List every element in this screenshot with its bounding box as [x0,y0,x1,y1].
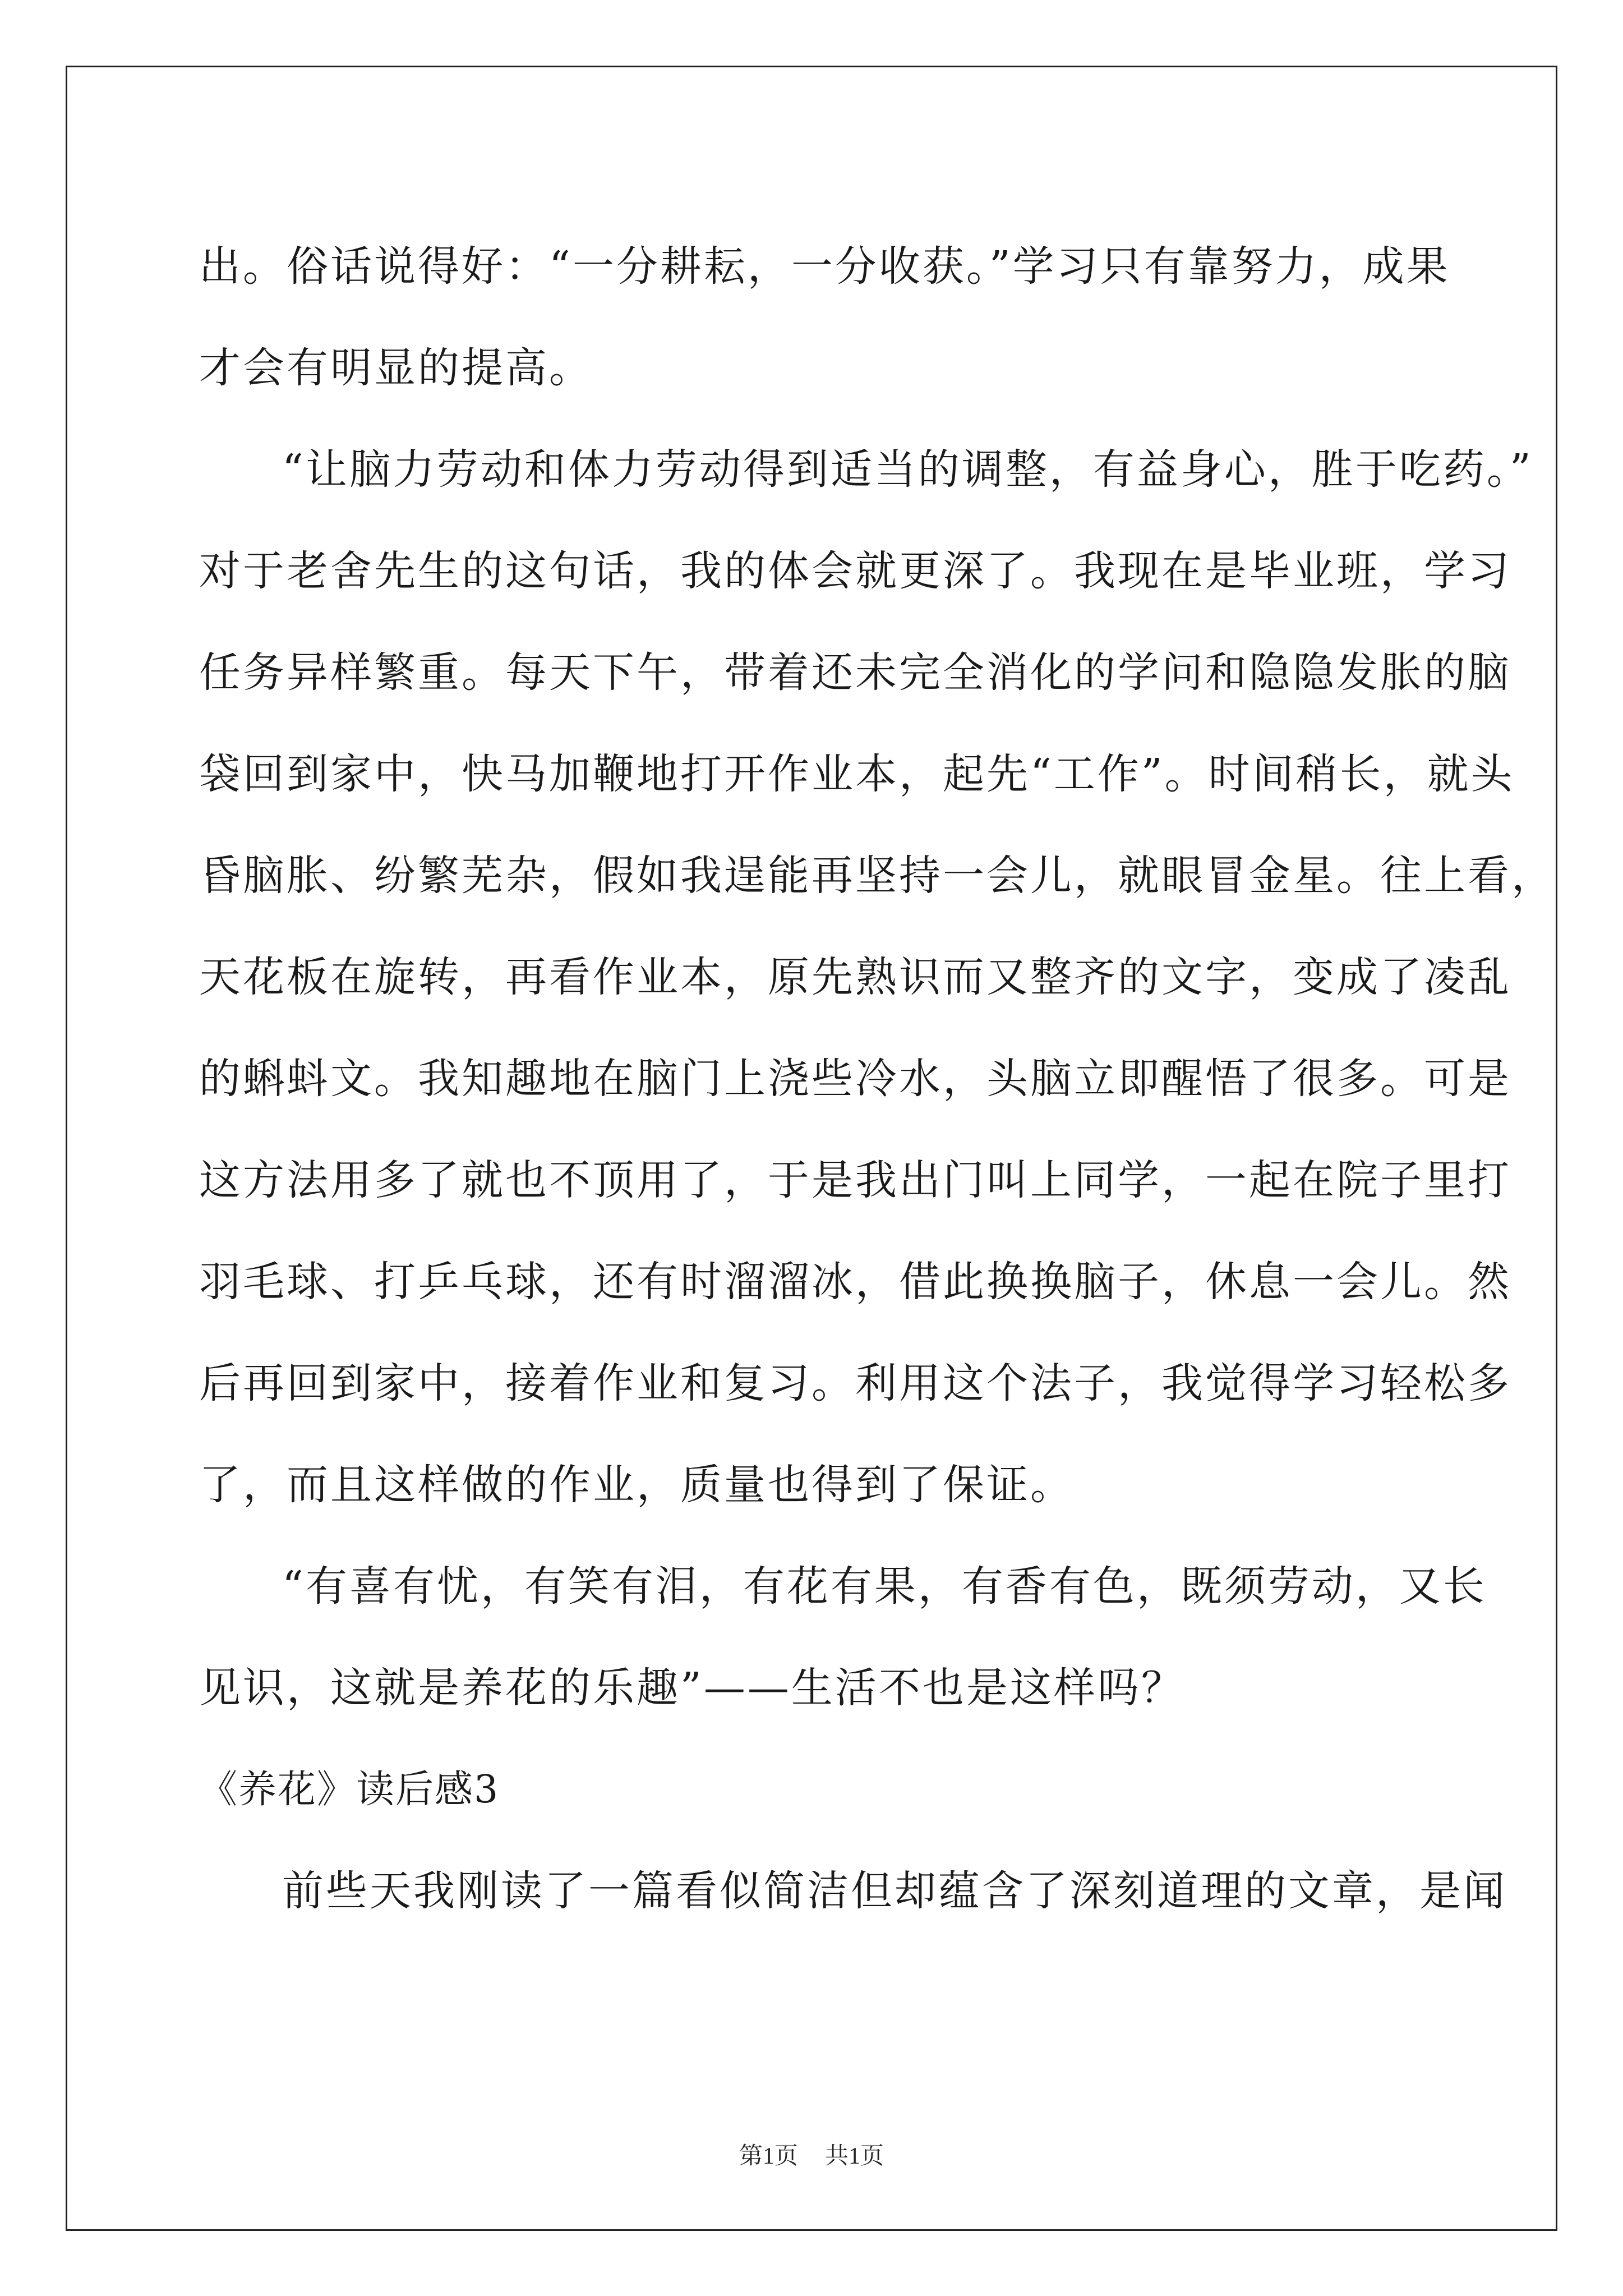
page-number: 第1页 [739,2143,798,2169]
paragraph-start-line: “让脑力劳动和体力劳动得到适当的调整，有益身心，胜于吃药。” [282,445,1533,494]
text-line: 袋回到家中，快马加鞭地打开作业本，起先“工作”。时间稍长，就头 [199,750,1515,798]
page-total: 共1页 [825,2143,884,2169]
text-line: 昏脑胀、纷繁芜杂，假如我逞能再坚持一会儿，就眼冒金星。往上看， [199,852,1555,900]
text-line: 羽毛球、打乒乓球，还有时溜溜冰，借此换换脑子，休息一会儿。然 [199,1258,1511,1306]
paragraph-start-line: “有喜有忧，有笑有泪，有花有果，有香有色，既须劳动，又长 [282,1562,1487,1611]
document-body [199,216,1555,1942]
text-line: 才会有明显的提高。 [199,344,593,392]
text-line: 的蝌蚪文。我知趣地在脑门上浇些冷水，头脑立即醒悟了很多。可是 [199,1055,1511,1103]
page-footer [0,2137,1623,2171]
section-heading: 《养花》读后感3 [199,1768,500,1812]
text-line: 这方法用多了就也不顶用了，于是我出门叫上同学，一起在院子里打 [199,1156,1511,1204]
text-line: 后再回到家中，接着作业和复习。利用这个法子，我觉得学习轻松多 [199,1359,1511,1407]
text-line: 出。俗话说得好：“一分耕耘，一分收获。”学习只有靠努力，成果 [199,242,1450,291]
paragraph-start-line: 前些天我刚读了一篇看似简洁但却蕴含了深刻道理的文章，是闻 [282,1867,1507,1915]
text-line: 见识，这就是养花的乐趣”——生活不也是这样吗？ [199,1664,1185,1712]
text-line: 任务异样繁重。每天下午，带着还未完全消化的学问和隐隐发胀的脑 [199,648,1511,697]
text-line: 对于老舍先生的这句话，我的体会就更深了。我现在是毕业班，学习 [199,547,1511,595]
text-line: 天花板在旋转，再看作业本，原先熟识而又整齐的文字，变成了凌乱 [199,953,1511,1001]
text-line: 了，而且这样做的作业，质量也得到了保证。 [199,1461,1074,1509]
